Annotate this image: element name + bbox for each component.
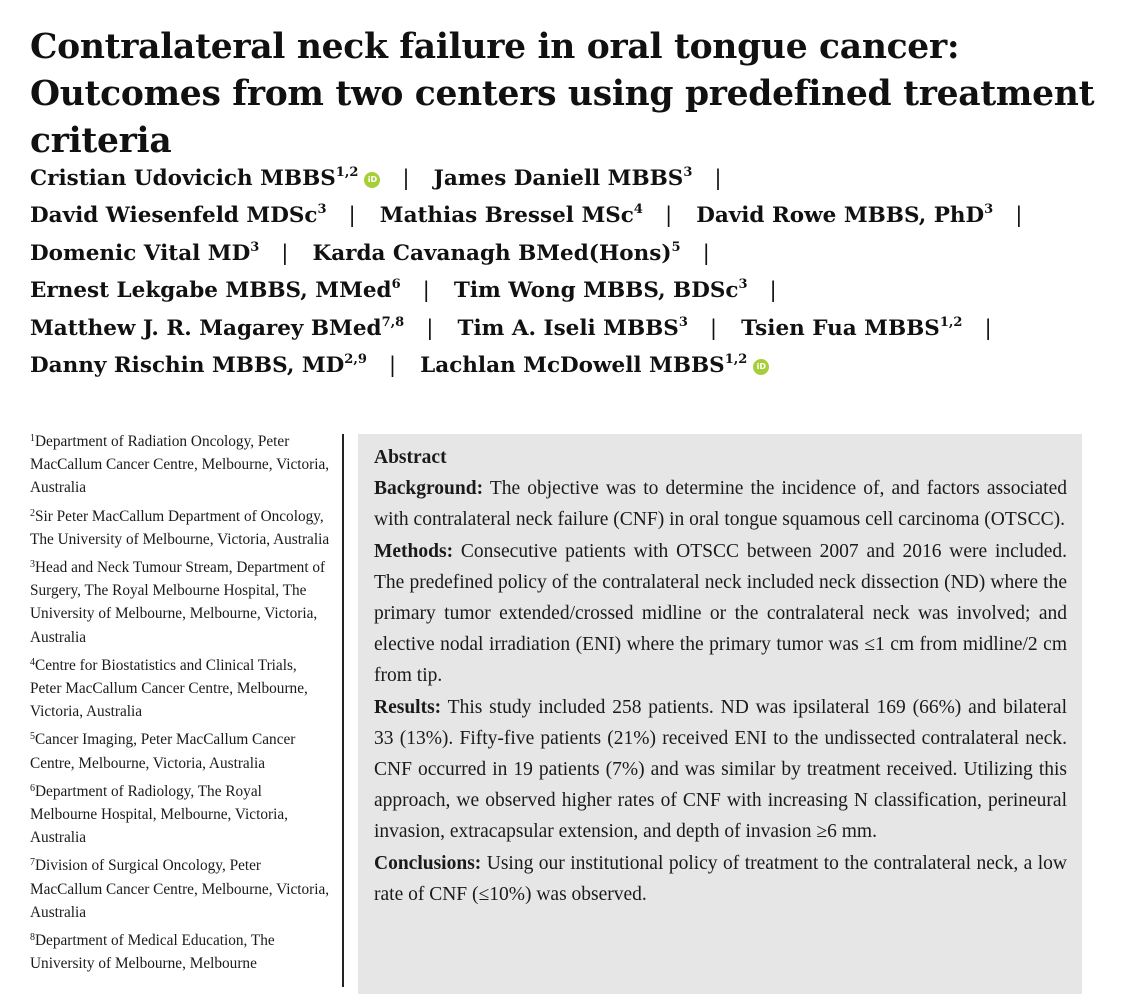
author-name: Lachlan McDowell MBBS xyxy=(420,352,725,378)
conclusions-text: Using our institutional policy of treatment to the contralateral neck, a low rate of CNF (≤10%) was observed. xyxy=(374,852,1067,905)
author-separator: | xyxy=(709,315,718,341)
author-separator: | xyxy=(422,278,430,304)
author-name: David Rowe MBBS, PhD xyxy=(696,203,985,229)
author-separator: | xyxy=(769,278,777,304)
author[interactable] xyxy=(30,166,358,191)
author-name: Ernest Lekgabe MBBS, MMed xyxy=(30,278,392,304)
affiliation-item xyxy=(30,854,330,924)
affiliation-list xyxy=(30,430,330,980)
author-name: Danny Rischin MBBS, MD xyxy=(30,352,345,378)
affiliation-text: Division of Surgical Oncology, Peter MacCallum Cancer Centre, Melbourne, Victoria, Australia xyxy=(30,857,330,921)
author-affiliation-mark: 5 xyxy=(671,239,681,255)
affiliation-number: 3 xyxy=(30,559,35,571)
author-line xyxy=(30,235,1120,272)
abstract-conclusions xyxy=(374,848,1067,910)
affiliation-number: 5 xyxy=(30,731,35,743)
affiliation-text: Head and Neck Tumour Stream, Department of Surgery, The Royal Melbourne Hospital, The University of Melbourne, Melbourne, Victoria, Australia xyxy=(30,559,326,646)
author[interactable] xyxy=(30,278,401,303)
affiliation-number: 6 xyxy=(30,782,35,794)
orcid-icon[interactable]: iD xyxy=(364,172,380,188)
affiliation-text: Centre for Biostatistics and Clinical Trials, Peter MacCallum Cancer Centre, Melbourne, Victoria, Australia xyxy=(30,656,308,721)
author-separator: | xyxy=(426,315,434,341)
abstract-background xyxy=(374,473,1067,535)
author-separator: | xyxy=(984,315,992,341)
author[interactable] xyxy=(380,203,643,228)
author-affiliation-mark: 3 xyxy=(984,202,994,218)
affiliation-number: 4 xyxy=(30,656,35,668)
affiliation-number: 8 xyxy=(30,932,35,944)
author[interactable] xyxy=(420,353,747,378)
results-text: This study included 258 patients. ND was ipsilateral 169 (66%) and bilateral 33 (13%). Fifty-five patients (21%) received ENI to the undissected contralateral neck. CNF occurred in 19 patients (7%) and was similar by treatment received. Utilizing this approach, we observed higher rates of CNF with increasing N classification, perineural invasion, extracapsular extension, and depth of invasion ≥6 mm. xyxy=(374,696,1067,843)
abstract-box xyxy=(358,434,1082,994)
affiliation-item xyxy=(30,780,330,850)
affiliation-text: Cancer Imaging, Peter MacCallum Cancer Centre, Melbourne, Victoria, Australia xyxy=(30,731,296,772)
author-separator: | xyxy=(402,166,410,191)
author[interactable] xyxy=(30,316,404,341)
results-label: Results: xyxy=(374,696,442,718)
author-affiliation-mark: 3 xyxy=(317,202,327,218)
article-title: Contralateral neck failure in oral tongue cancer: Outcomes from two centers using predefined treatment criteria xyxy=(30,27,1095,161)
author-separator: | xyxy=(714,166,722,191)
author-name: Karda Cavanagh BMed(Hons) xyxy=(312,240,672,266)
author-name: Mathias Bressel MSc xyxy=(379,203,634,229)
author-list xyxy=(30,160,1120,384)
author-affiliation-mark: 1,2 xyxy=(335,165,359,180)
author-name: Tim Wong MBBS, BDSc xyxy=(453,278,739,304)
abstract-results xyxy=(374,692,1067,848)
author-name: Matthew J. R. Magarey BMed xyxy=(30,315,382,341)
author-affiliation-mark: 1,2 xyxy=(724,351,748,367)
author-affiliation-mark: 3 xyxy=(250,239,260,255)
author-name: David Wiesenfeld MDSc xyxy=(30,203,318,229)
author-affiliation-mark: 3 xyxy=(738,277,748,293)
author-separator: | xyxy=(1015,203,1023,229)
author-name: Tsien Fua MBBS xyxy=(741,315,940,341)
author-line xyxy=(30,310,1120,347)
author-affiliation-mark: 7,8 xyxy=(381,314,405,330)
author-name: Cristian Udovicich MBBS xyxy=(30,166,336,191)
column-divider xyxy=(342,434,344,987)
author-affiliation-mark: 3 xyxy=(678,314,688,330)
abstract-heading: Abstract xyxy=(374,447,447,468)
author-separator: | xyxy=(664,203,673,229)
author[interactable] xyxy=(30,353,367,378)
affiliation-item xyxy=(30,654,330,724)
affiliation-item xyxy=(30,728,330,774)
affiliation-number: 7 xyxy=(30,857,35,869)
author-affiliation-mark: 2,9 xyxy=(344,351,367,367)
author-name: James Daniell MBBS xyxy=(433,166,684,191)
affiliation-text: Department of Radiation Oncology, Peter MacCallum Cancer Centre, Melbourne, Victoria, Australia xyxy=(30,433,330,497)
affiliation-item xyxy=(30,505,330,551)
author-line xyxy=(30,272,1120,309)
author-separator: | xyxy=(702,240,710,266)
author-line xyxy=(30,160,1120,197)
abstract-methods xyxy=(374,536,1067,692)
author-separator: | xyxy=(348,203,356,229)
author[interactable] xyxy=(434,166,693,191)
affiliation-number: 1 xyxy=(30,433,35,444)
author-name: Domenic Vital MD xyxy=(30,240,251,266)
methods-label: Methods: xyxy=(374,540,454,562)
author-line xyxy=(30,197,1120,234)
affiliation-item xyxy=(30,556,330,649)
author[interactable] xyxy=(30,241,259,266)
affiliation-text: Department of Medical Education, The University of Melbourne, Melbourne xyxy=(30,932,275,973)
author-affiliation-mark: 4 xyxy=(633,202,643,218)
methods-text: Consecutive patients with OTSCC between 2007 and 2016 were included. The predefined policy of the contralateral neck included neck dissection (ND) where the primary tumor extended/crossed midline or the contralateral neck was involved; and elective nodal irradiation (ENI) where the primary tumor was ≤1 cm from midline/2 cm from tip. xyxy=(374,540,1068,687)
author-affiliation-mark: 1,2 xyxy=(939,314,963,330)
author[interactable] xyxy=(696,203,993,228)
affiliation-text: Sir Peter MacCallum Department of Oncology, The University of Melbourne, Victoria, Australia xyxy=(30,507,330,548)
affiliation-number: 2 xyxy=(30,507,35,519)
background-label: Background: xyxy=(374,478,484,500)
author-name: Tim A. Iseli MBBS xyxy=(457,315,679,341)
author[interactable] xyxy=(313,241,681,266)
background-text: The objective was to determine the incidence of, and factors associated with contralateral neck failure (CNF) in oral tongue squamous cell carcinoma (OTSCC). xyxy=(374,478,1067,531)
affiliation-text: Department of Radiology, The Royal Melbourne Hospital, Melbourne, Victoria, Australia xyxy=(30,782,288,847)
orcid-icon[interactable]: iD xyxy=(753,359,769,375)
author-separator: | xyxy=(388,352,397,378)
affiliation-item xyxy=(30,430,330,500)
author[interactable] xyxy=(454,278,748,303)
author-separator: | xyxy=(281,240,289,266)
author-affiliation-mark: 3 xyxy=(683,165,693,180)
author[interactable] xyxy=(741,316,962,341)
author-line xyxy=(30,347,1120,384)
author-affiliation-mark: 6 xyxy=(391,277,401,293)
affiliation-item xyxy=(30,929,330,975)
author[interactable] xyxy=(30,203,327,228)
author[interactable] xyxy=(457,316,687,341)
conclusions-label: Conclusions: xyxy=(374,852,482,874)
